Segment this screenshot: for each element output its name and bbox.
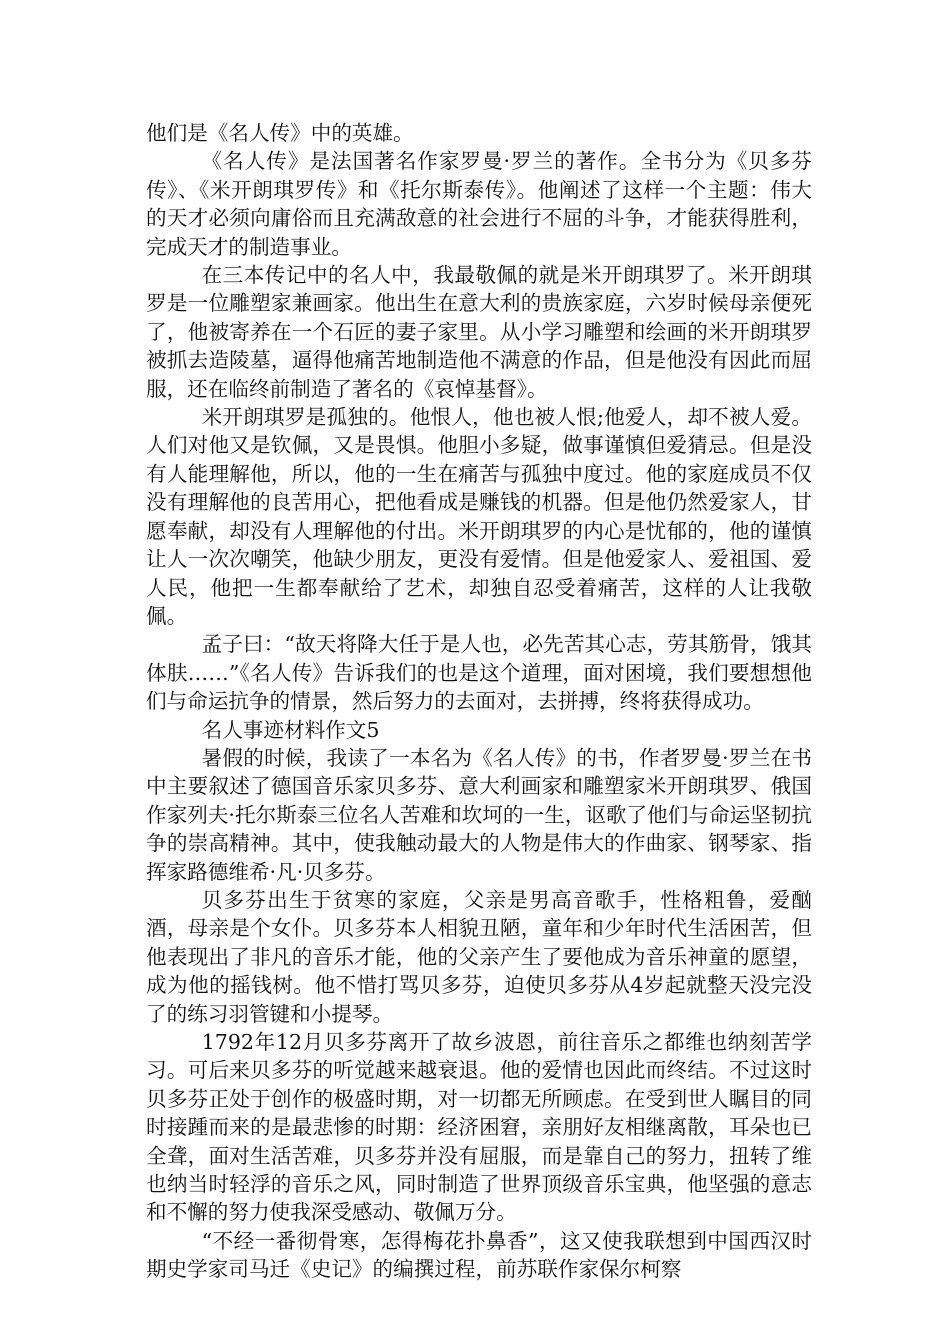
paragraph-michelangelo-lonely: 米开朗琪罗是孤独的。他恨人，他也被人恨;他爱人，却不被人爱。人们对他又是钦佩，又是畏惧。他胆小多疑，做事谨慎但爱猜忌。但是没有人能理解他，所以，他的一生在痛苦与孤独中度过。他的家庭成员不仅没有理解他的良苦用心，把他看成是赚钱的机器。但是他仍然爱家人，甘愿奉献，却没有人理解他的付出。米开朗琪罗的内心是忧郁的，他的谨慎让人一次次嘲笑，他缺少朋友，更没有爱情。但是他爱家人、爱祖国、爱人民，他把一生都奉献给了艺术，却独自忍受着痛苦，这样的人让我敬佩。 xyxy=(146,405,812,628)
paragraph-beethoven-vienna: 1792年12月贝多芬离开了故乡波恩，前往音乐之都维也纳刻苦学习。可后来贝多芬的听觉越来越衰退。他的爱情也因此而终结。不过这时贝多芬正处于创作的极盛时期，对一切都无所顾虑。在受到世人瞩目的同时接踵而来的是最悲惨的时期：经济困窘，亲朋好友相继离散，耳朵也已全聋，面对生活苦难，贝多芬并没有屈服，而是靠自己的努力，扭转了维也纳当时轻浮的音乐之风，同时制造了世界顶级音乐宝典，他坚强的意志和不懈的努力使我深受感动、敬佩万分。 xyxy=(146,1030,812,1225)
paragraph-plum-blossom: “不经一番彻骨寒，怎得梅花扑鼻香”，这又使我联想到中国西汉时期史学家司马迁《史记》的编撰过程，前苏联作家保尔柯察 xyxy=(146,1228,812,1282)
paragraph-mencius-quote: 孟子曰：“故天将降大任于是人也，必先苦其心志，劳其筋骨，饿其体肤……”《名人传》告诉我们的也是这个道理，面对困境，我们要想想他们与命运抗争的情景，然后努力的去面对，去拼搏，终将获得成功。 xyxy=(146,632,812,714)
document-body xyxy=(146,119,812,1284)
section-heading: 名人事迹材料作文5 xyxy=(201,717,380,742)
paragraph-michelangelo-life: 在三本传记中的名人中，我最敬佩的就是米开朗琪罗了。米开朗琪罗是一位雕塑家兼画家。他出生在意大利的贵族家庭，六岁时候母亲便死了，他被寄养在一个石匠的妻子家里。从小学习雕塑和绘画的米开朗琪罗被抓去造陵墓，逼得他痛苦地制造他不满意的作品，但是他没有因此而屈服，还在临终前制造了著名的《哀悼基督》。 xyxy=(146,263,812,401)
paragraph-continuation: 他们是《名人传》中的英雄。 xyxy=(146,121,414,145)
paragraph-beethoven-childhood: 贝多芬出生于贫寒的家庭，父亲是男高音歌手，性格粗鲁，爱酗酒，母亲是个女仆。贝多芬本人相貌丑陋，童年和少年时代生活困苦，但他表现出了非凡的音乐才能，他的父亲产生了要他成为音乐神童的愿望，成为他的摇钱树。他不惜打骂贝多芬，迫使贝多芬从4岁起就整天没完没了的练习羽管键和小提琴。 xyxy=(146,887,812,1026)
paragraph-summer-reading: 暑假的时候，我读了一本名为《名人传》的书，作者罗曼·罗兰在书中主要叙述了德国音乐家贝多芬、意大利画家和雕塑家米开朗琪罗、俄国作家列夫·托尔斯泰三位名人苦难和坎坷的一生，讴歌了他们与命运坚韧抗争的崇高精神。其中，使我触动最大的人物是伟大的作曲家、钢琴家、指挥家路德维希·凡·贝多芬。 xyxy=(146,745,812,884)
paragraph-book-intro: 《名人传》是法国著名作家罗曼·罗兰的著作。全书分为《贝多芬传》、《米开朗琪罗传》和《托尔斯泰传》。他阐述了这样一个主题：伟大的天才必须向庸俗而且充满敌意的社会进行不屈的斗争，才能获得胜利，完成天才的制造事业。 xyxy=(146,149,812,259)
